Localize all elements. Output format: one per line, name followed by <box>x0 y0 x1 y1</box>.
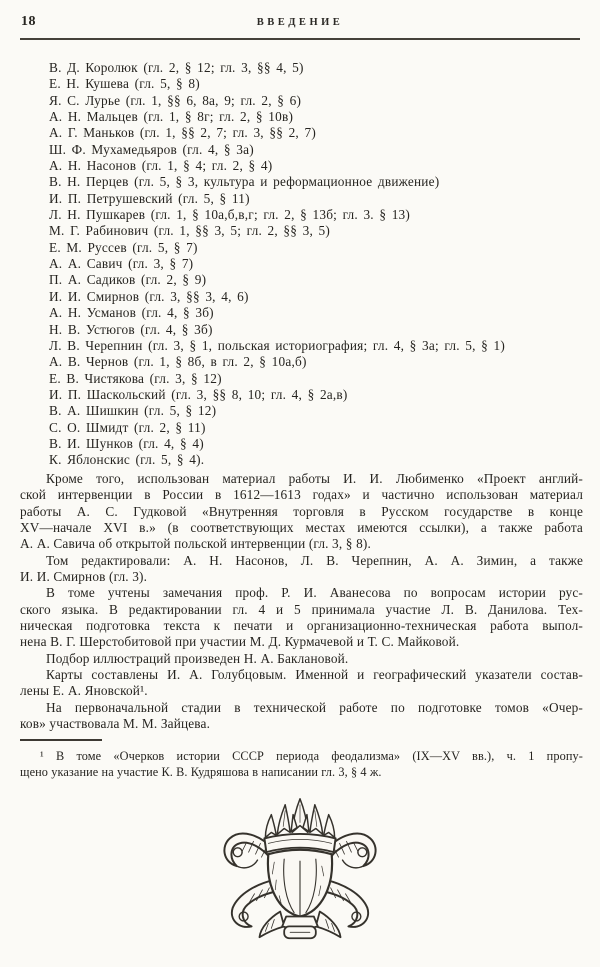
paragraphs <box>20 471 583 733</box>
contributors-list <box>49 60 582 469</box>
contributor-entry: Л. Н. Пушкарев (гл. 1, § 10а,б,в,г; гл. 2, § 13б; гл. 3. § 13) <box>49 207 411 223</box>
footnote-line: ¹ В томе «Очерков истории СССР периода феодализма» (IX—XV вв.), ч. 1 пропу- <box>40 749 583 763</box>
contributor-entry: Е. Н. Кушева (гл. 5, § 8) <box>49 76 200 92</box>
paragraph <box>20 700 583 733</box>
paragraph-line: ской интервенции в России в 1612—1613 годах» и частично использован материал <box>20 487 583 503</box>
paragraph-line: И. И. Смирнов (гл. 3). <box>20 569 148 585</box>
contributor-entry: А. А. Савич (гл. 3, § 7) <box>49 256 194 272</box>
paragraph-line: Кроме того, использован материал работы И. И. Любименко «Проект англий- <box>46 471 583 486</box>
page-number: 18 <box>21 14 36 29</box>
contributor-entry: Е. М. Руссев (гл. 5, § 7) <box>49 239 198 255</box>
paragraph-line: ков» участвовала М. М. Зайцева. <box>20 716 211 732</box>
paragraph-line: XV—начале XVI в.» (в соответствующих местах имеются ссылки), а также работа <box>20 520 583 536</box>
paragraph-line: В томе учтены замечания проф. Р. И. Аванесова по вопросам истории рус- <box>46 585 583 601</box>
footnote <box>20 749 583 780</box>
contributor-entry: А. Н. Мальцев (гл. 1, § 8г; гл. 2, § 10в) <box>49 109 294 125</box>
contributor-entry: А. В. Чернов (гл. 1, § 8б, в гл. 2, § 10а,б) <box>49 354 307 370</box>
contributor-entry: М. Г. Рабинович (гл. 1, §§ 3, 5; гл. 2, §§ 3, 5) <box>49 223 330 239</box>
contributor-entry: А. Н. Насонов (гл. 1, § 4; гл. 2, § 4) <box>49 158 273 174</box>
contributor-entry: В. А. Шишкин (гл. 5, § 12) <box>49 403 217 419</box>
contributor-entry: Н. В. Устюгов (гл. 4, § 3б) <box>49 321 213 337</box>
paragraph <box>20 651 583 667</box>
paragraph-line: лены Е. А. Яновской¹. <box>20 683 148 699</box>
contributor-entry: П. А. Садиков (гл. 2, § 9) <box>49 272 207 288</box>
contributor-entry: И. И. Смирнов (гл. 3, §§ 3, 4, 6) <box>49 288 249 304</box>
contributor-entry: А. Г. Маньков (гл. 1, §§ 2, 7; гл. 3, §§ 2, 7) <box>49 125 316 141</box>
paragraph <box>20 667 583 700</box>
contributor-entry: А. Н. Усманов (гл. 4, § 3б) <box>49 305 214 321</box>
paragraph <box>20 471 583 553</box>
contributor-entry: Я. С. Лурье (гл. 1, §§ 6, 8а, 9; гл. 2, § 6) <box>49 92 302 108</box>
contributor-entry: Ш. Ф. Мухамедьяров (гл. 4, § 3а) <box>49 141 254 157</box>
contributor-entry: И. П. Петрушевский (гл. 5, § 11) <box>49 190 250 206</box>
paragraph-line: На первоначальной стадии в технической работе по подготовке томов «Очер- <box>46 699 583 715</box>
footnote-line: щено указание на участие К. В. Кудряшова в написании гл. 3, § 4 ж. <box>20 764 382 779</box>
paragraph <box>20 585 583 650</box>
header-rule <box>20 38 580 40</box>
contributor-entry: Л. В. Черепнин (гл. 3, § 1, польская историография; гл. 4, § 3а; гл. 5, § 1) <box>49 337 506 353</box>
contributor-entry: К. Яблонскис (гл. 5, § 4). <box>49 452 205 468</box>
page-header <box>20 12 580 32</box>
paragraph-line: А. А. Савича об открытой польской интервенции (гл. 3, § 8). <box>20 536 371 552</box>
paragraph-line: работы А. С. Гудковой «Внутренняя торговля в Русском государстве в конце <box>20 503 583 519</box>
contributor-entry: С. О. Шмидт (гл. 2, § 11) <box>49 419 206 435</box>
engraved-urn-icon <box>211 796 389 948</box>
paragraph-line: нена В. Г. Шерстобитовой при участии М. Д. Курмачевой и Т. С. Майковой. <box>20 634 460 650</box>
contributor-entry: Е. В. Чистякова (гл. 3, § 12) <box>49 370 222 386</box>
footnote-separator <box>20 739 102 741</box>
paragraph-line: Карты составлены И. А. Голубцовым. Именной и географический указатели состав- <box>46 667 583 683</box>
paragraph-line: ническая подготовка текста к печати и организационно-техническая работа выпол- <box>20 618 583 634</box>
contributor-entry: В. Н. Перцев (гл. 5, § 3, культура и реформационное движение) <box>49 174 440 190</box>
paragraph-line: Подбор иллюстраций произведен Н. А. Баклановой. <box>46 650 349 666</box>
header-title: ВВЕДЕНИЕ <box>256 17 344 28</box>
ornament-vignette <box>211 796 389 948</box>
contributor-entry: И. П. Шаскольский (гл. 3, §§ 8, 10; гл. 4, § 2а,в) <box>49 386 348 402</box>
paragraph <box>20 553 583 586</box>
paragraph-line: ского языка. В редактировании гл. 4 и 5 принимала участие Л. В. Данилова. Тех- <box>20 601 583 617</box>
contributor-entry: В. И. Шунков (гл. 4, § 4) <box>49 435 204 451</box>
contributor-entry: В. Д. Королюк (гл. 2, § 12; гл. 3, §§ 4, 5) <box>49 60 304 75</box>
paragraph-line: Том редактировали: А. Н. Насонов, Л. В. Черепнин, А. А. Зимин, а также <box>46 552 583 568</box>
